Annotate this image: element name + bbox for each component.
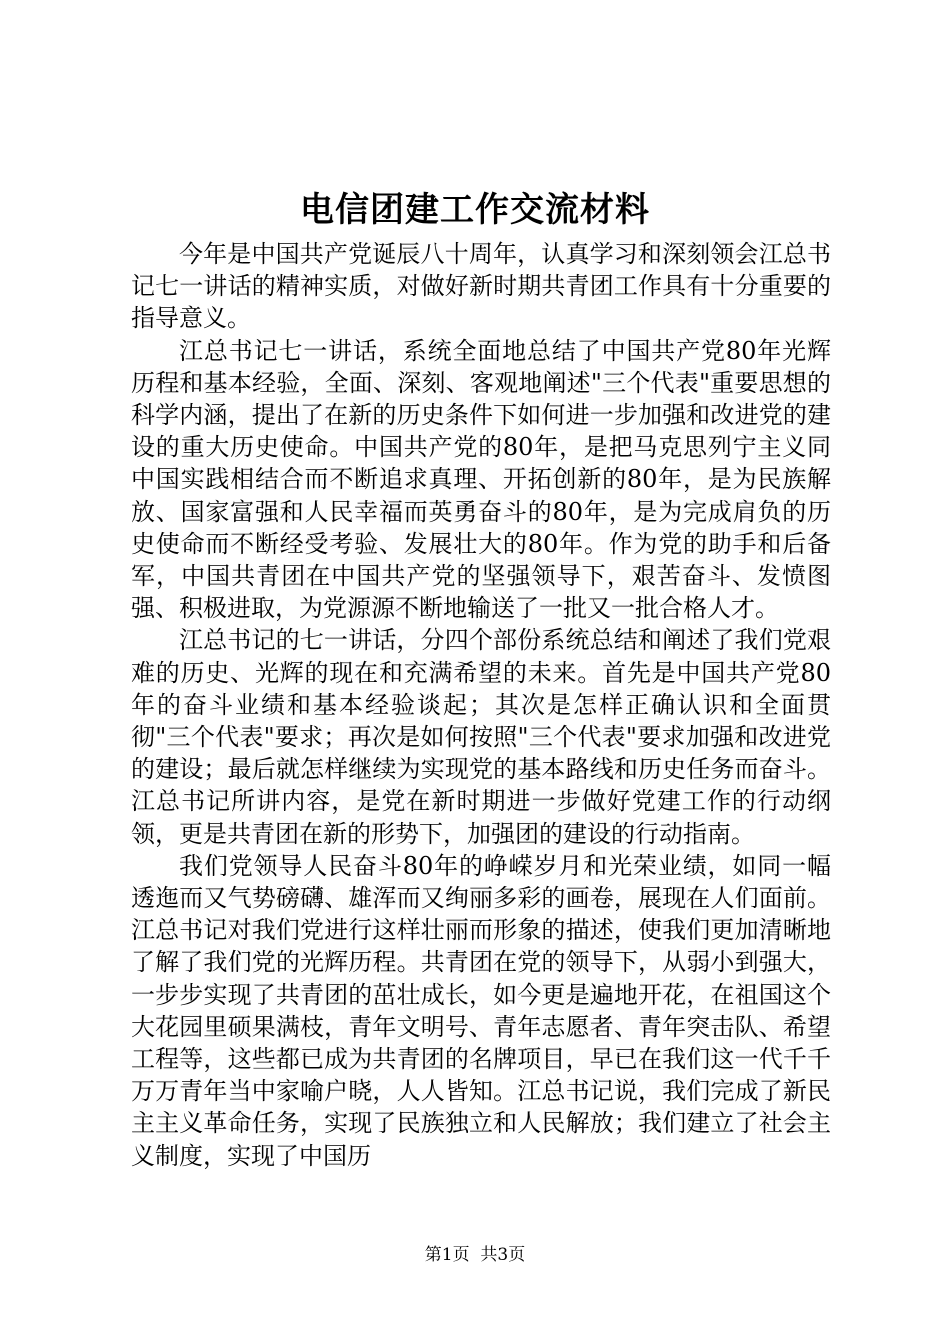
document-body: [131, 238, 831, 1172]
paragraph: 今年是中国共产党诞辰八十周年，认真学习和深刻领会江总书记七一讲话的精神实质，对做好新时期共青团工作具有十分重要的指导意义。: [131, 240, 831, 333]
paragraph: 江总书记七一讲话，系统全面地总结了中国共产党80年光辉历程和基本经验，全面、深刻、客观地阐述"三个代表"重要思想的科学内涵，提出了在新的历史条件下如何进一步加强和改进党的建设的重大历史使命。中国共产党的80年，是把马克思列宁主义同中国实践相结合而不断追求真理、开拓创新的80年，是为民族解放、国家富强和人民幸福而英勇奋斗的80年，是为完成肩负的历史使命而不断经受考验、发展壮大的80年。作为党的助手和后备军，中国共青团在中国共产党的坚强领导下，艰苦奋斗、发愤图强、积极进取，为党源源不断地输送了一批又一批合格人才。: [131, 336, 831, 623]
page-number: 第1页: [424, 1245, 470, 1265]
paragraph: 江总书记的七一讲话，分四个部份系统总结和阐述了我们党艰难的历史、光辉的现在和充满希望的未来。首先是中国共产党80年的奋斗业绩和基本经验谈起；其次是怎样正确认识和全面贯彻"三个代表"要求；再次是如何按照"三个代表"要求加强和改进党的建设；最后就怎样继续为实现党的基本路线和历史任务而奋斗。江总书记所讲内容，是党在新时期进一步做好党建工作的行动纲领，更是共青团在新的形势下，加强团的建设的行动指南。: [131, 626, 831, 848]
paragraph: 我们党领导人民奋斗80年的峥嵘岁月和光荣业绩，如同一幅透迤而又气势磅礴、雄浑而又绚丽多彩的画卷，展现在人们面前。江总书记对我们党进行这样壮丽而形象的描述，使我们更加清晰地了解了我们党的光辉历程。共青团在党的领导下，从弱小到强大，一步步实现了共青团的茁壮成长，如今更是遍地开花，在祖国这个大花园里硕果满枝，青年文明号、青年志愿者、青年突击队、希望工程等，这些都已成为共青团的名牌项目，早已在我们这一代千千万万青年当中家喻户晓，人人皆知。江总书记说，我们完成了新民主主义革命任务，实现了民族独立和人民解放；我们建立了社会主义制度，实现了中国历: [131, 851, 831, 1170]
page-total: 共3页: [480, 1245, 526, 1265]
page-footer: [0, 1244, 950, 1266]
page-title: 电信团建工作交流材料: [300, 190, 650, 230]
